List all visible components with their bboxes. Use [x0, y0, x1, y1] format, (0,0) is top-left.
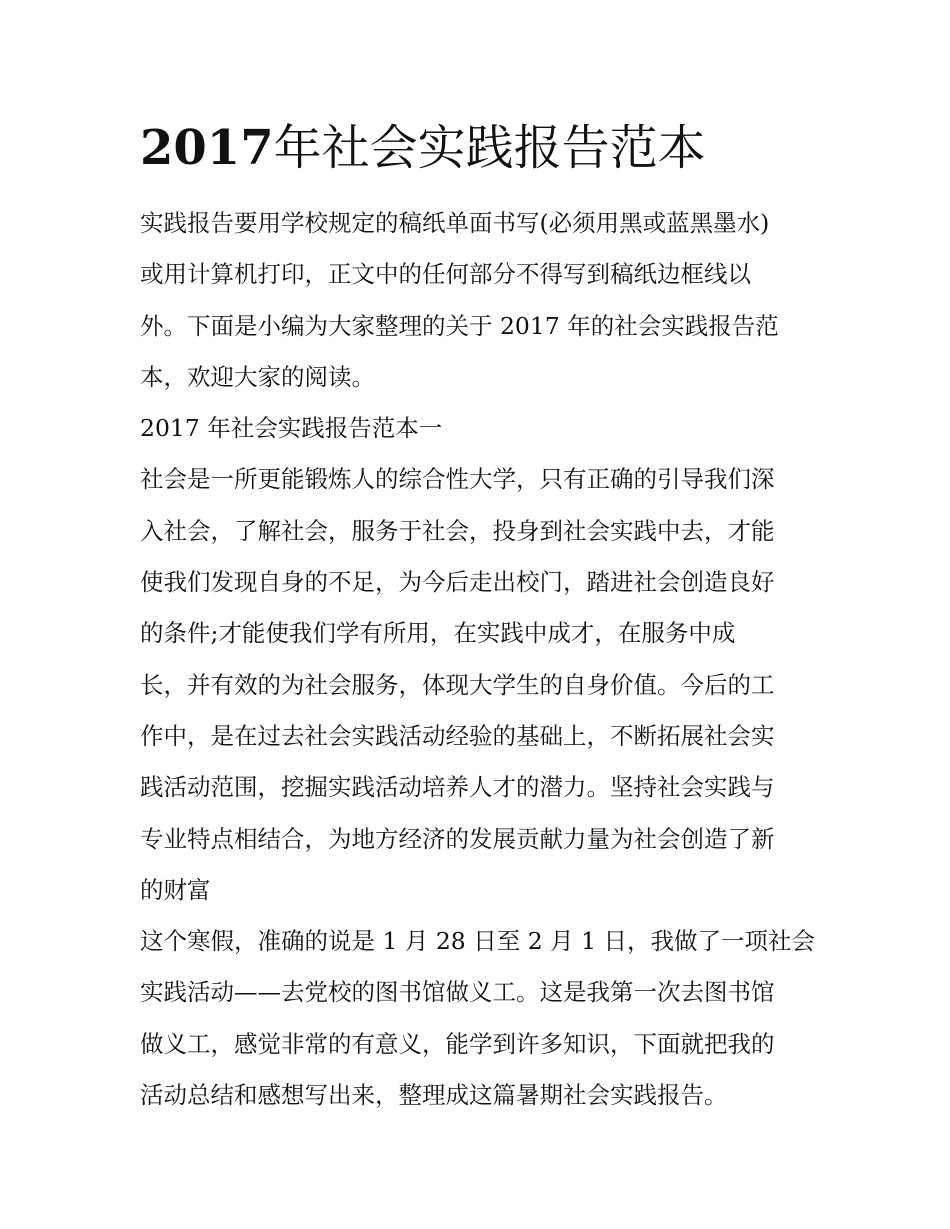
- body-line: 使我们发现自身的不足，为今后走出校门，踏进社会创造良好: [140, 568, 775, 597]
- body-line: 入社会，了解社会，服务于社会，投身到社会实践中去，才能: [140, 516, 775, 545]
- body-line: 做义工，感觉非常的有意义，能学到许多知识，下面就把我的: [140, 1029, 775, 1058]
- body-line: 践活动范围，挖掘实践活动培养人才的潜力。坚持社会实践与: [140, 773, 775, 802]
- body-line: 的财富: [140, 875, 211, 904]
- document-body: [140, 198, 820, 1121]
- body-line: 作中，是在过去社会实践活动经验的基础上，不断拓展社会实: [140, 721, 775, 750]
- body-line: 的条件;才能使我们学有所用，在实践中成才，在服务中成: [140, 619, 736, 648]
- document-title: [140, 116, 840, 180]
- body-line: 长，并有效的为社会服务，体现大学生的自身价值。今后的工: [140, 670, 775, 699]
- body-line: 这个寒假，准确的说是 1 月 28 日至 2 月 1 日，我做了一项社会: [140, 927, 816, 956]
- body-line: 实践报告要用学校规定的稿纸单面书写(必须用黑或蓝黑墨水): [140, 209, 770, 237]
- body-line: 本，欢迎大家的阅读。: [140, 362, 375, 391]
- body-line: 或用计算机打印，正文中的任何部分不得写到稿纸边框线以: [140, 260, 751, 289]
- body-line: 社会是一所更能锻炼人的综合性大学，只有正确的引导我们深: [140, 465, 775, 494]
- body-line: 活动总结和感想写出来，整理成这篇暑期社会实践报告。: [140, 1081, 728, 1110]
- title-text: 年社会实践报告范本: [273, 120, 706, 176]
- body-line: 实践活动——去党校的图书馆做义工。这是我第一次去图书馆: [140, 978, 775, 1007]
- body-line: 专业特点相结合，为地方经济的发展贡献力量为社会创造了新: [140, 824, 775, 853]
- title-year: 2017: [140, 120, 274, 176]
- section-heading: 2017 年社会实践报告范本一: [140, 414, 443, 443]
- body-line: 外。下面是小编为大家整理的关于 2017 年的社会实践报告范: [140, 311, 779, 340]
